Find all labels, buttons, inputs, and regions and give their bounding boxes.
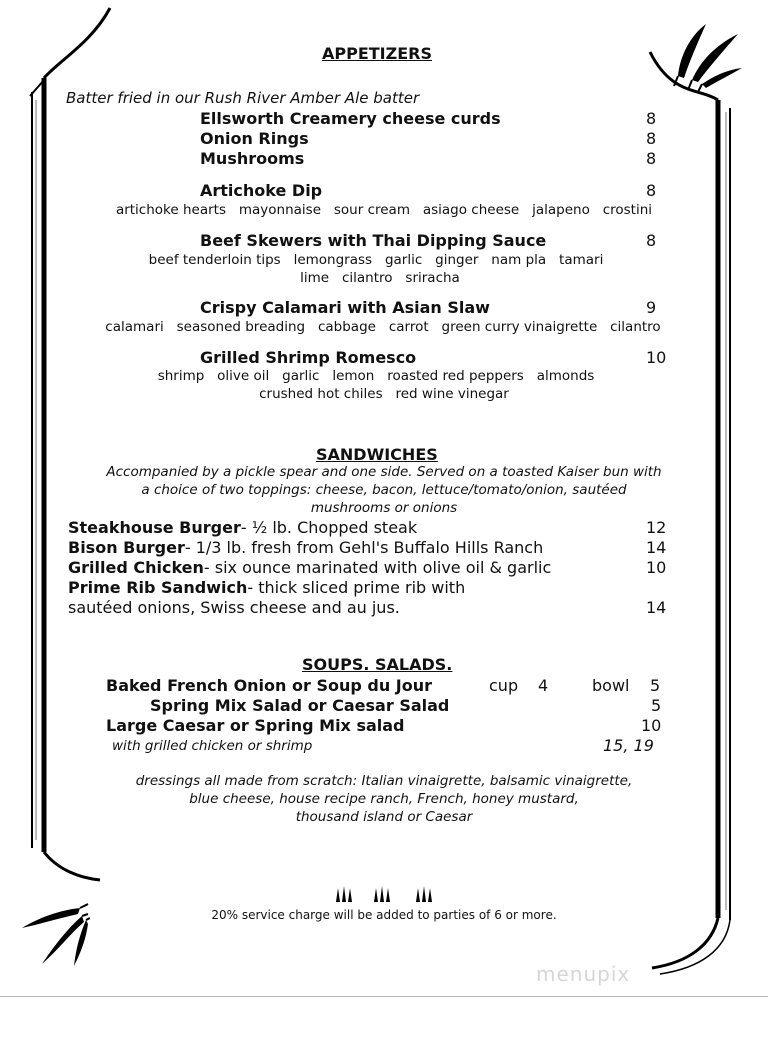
sandwiches-heading: SANDWICHES: [316, 445, 438, 464]
dressings-note: dressings all made from scratch: Italian vinaigrette, balsamic vinaigrette,: [135, 773, 633, 789]
menu-item-name: Artichoke Dip: [200, 181, 323, 200]
cup-price: 4: [538, 676, 549, 695]
menu-item-name: Onion Rings: [200, 129, 309, 148]
menu-item-price: 10: [646, 348, 667, 367]
service-charge-note: 20% service charge will be added to parties of 6 or more.: [211, 908, 557, 922]
sandwich-item: [68, 578, 465, 597]
page-divider: [0, 996, 768, 997]
menu-item-price: 8: [646, 109, 657, 128]
dressings-note: thousand island or Caesar: [295, 809, 473, 825]
bowl-label: bowl: [592, 676, 630, 695]
menu-item-name: Mushrooms: [200, 149, 305, 168]
sandwiches-intro: Accompanied by a pickle spear and one side. Served on a toasted Kaiser bun with: [106, 464, 662, 480]
sandwich-name: Steakhouse Burger: [68, 518, 241, 537]
menu-item-price: 5: [651, 696, 662, 715]
sandwich-description: - thick sliced prime rib with: [247, 578, 466, 597]
addon-text: with grilled chicken or shrimp: [112, 738, 313, 754]
menu-item-price: 8: [646, 231, 657, 250]
soups-salads-heading: SOUPS. SALADS.: [302, 655, 453, 674]
sandwich-item: [68, 538, 543, 557]
bowl-price: 5: [650, 676, 661, 695]
sandwich-item: [68, 558, 551, 577]
menu-item-price: 8: [646, 149, 657, 168]
sandwich-price: 14: [646, 598, 667, 617]
menu-item-price: 8: [646, 181, 657, 200]
menu-item-name: Beef Skewers with Thai Dipping Sauce: [200, 231, 547, 250]
menu-item-name: Crispy Calamari with Asian Slaw: [200, 298, 490, 317]
menu-item-description: artichoke hearts mayonnaise sour cream asiago cheese jalapeno crostini: [115, 202, 653, 218]
sandwich-description: - six ounce marinated with olive oil & garlic: [203, 558, 552, 577]
ornament-trees-icon: [332, 884, 436, 904]
sandwich-description: - ½ lb. Chopped steak: [240, 518, 418, 537]
menu-item-name: Large Caesar or Spring Mix salad: [106, 716, 405, 735]
menu-item-price: 9: [646, 298, 657, 317]
menu-item-description: lime cilantro sriracha: [300, 270, 460, 286]
menu-item-price: 8: [646, 129, 657, 148]
sandwich-name: Bison Burger: [68, 538, 185, 557]
menu-item-price: 10: [641, 716, 662, 735]
sandwich-price: 14: [646, 538, 667, 557]
sandwich-name: Prime Rib Sandwich: [68, 578, 248, 597]
sandwich-name: Grilled Chicken: [68, 558, 204, 577]
appetizers-intro: Batter fried in our Rush River Amber Ale batter: [66, 89, 420, 107]
sandwiches-intro: mushrooms or onions: [310, 500, 458, 516]
appetizers-heading: APPETIZERS: [322, 44, 433, 63]
menu-item-description: calamari seasoned breading cabbage carrot green curry vinaigrette cilantro: [105, 319, 661, 335]
watermark: menupix: [536, 962, 631, 986]
chile-peppers-icon: [666, 20, 746, 92]
dressings-note: blue cheese, house recipe ranch, French, honey mustard,: [189, 791, 579, 807]
sandwich-item: [68, 518, 417, 537]
menu-item-name: Grilled Shrimp Romesco: [200, 348, 417, 367]
menu-item-description: beef tenderloin tips lemongrass garlic ginger nam pla tamari: [148, 252, 604, 268]
sandwich-price: 10: [646, 558, 667, 577]
menu-item-name: Ellsworth Creamery cheese curds: [200, 109, 501, 128]
addon-price: 15, 19: [603, 736, 654, 755]
sandwich-description: - 1/3 lb. fresh from Gehl's Buffalo Hills Ranch: [184, 538, 544, 557]
menu-item-description: shrimp olive oil garlic lemon roasted red peppers almonds: [157, 368, 595, 384]
sandwich-price: 12: [646, 518, 667, 537]
sandwich-description-continued: sautéed onions, Swiss cheese and au jus.: [68, 598, 400, 617]
menu-item-description: crushed hot chiles red wine vinegar: [259, 386, 509, 402]
cup-label: cup: [489, 676, 519, 695]
menu-item-name: Spring Mix Salad or Caesar Salad: [150, 696, 450, 715]
menu-item-name: Baked French Onion or Soup du Jour: [106, 676, 433, 695]
sandwiches-intro: a choice of two toppings: cheese, bacon, lettuce/tomato/onion, sautéed: [141, 482, 627, 498]
